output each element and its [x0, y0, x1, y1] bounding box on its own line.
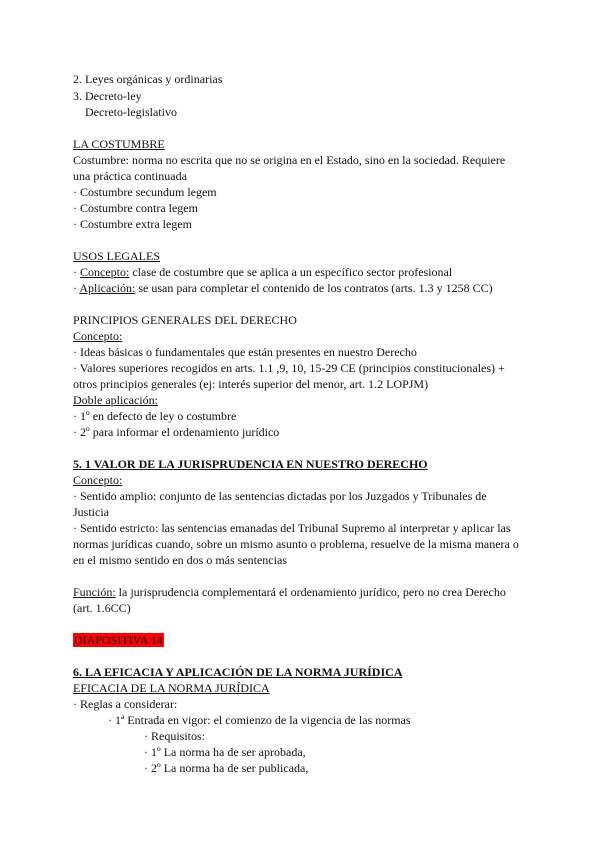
text-concepto: clase de costumbre que se aplica a un específico sector profesional — [129, 265, 453, 279]
funcion-line-2: (art. 1.6CC) — [73, 601, 131, 615]
sentido-amplio-2: Justicia — [73, 505, 109, 519]
slide-marker — [73, 632, 164, 648]
list-item-decreto-legislativo: Decreto-legislativo — [85, 105, 177, 119]
list-item-secundum: · Costumbre secundum legem — [73, 185, 217, 199]
subheading-eficacia: EFICACIA DE LA NORMA JURÍDICA — [73, 681, 270, 695]
subheading-concepto: Concepto: — [73, 329, 123, 343]
paragraph-costumbre-2: una práctica continuada — [73, 169, 187, 183]
heading-eficacia-aplicacion: 6. LA EFICACIA Y APLICACIÓN DE LA NORMA JURÍDICA — [73, 665, 403, 679]
heading-usos-legales: USOS LEGALES — [73, 249, 161, 263]
text-aplicacion: se usan para completar el contenido de los contratos (arts. 1.3 y 1258 CC) — [135, 281, 493, 295]
sentido-estricto-2: normas jurídicas cuando, sobre un mismo asunto o problema, resuelve de la misma manera o — [73, 537, 519, 551]
text-funcion: la jurisprudencia complementará el ordenamiento jurídico, pero no crea Derecho — [115, 585, 506, 599]
usos-concepto — [73, 264, 452, 280]
list-item-valores-2: otros principios generales (ej: interés superior del menor, art. 1.2 LOPJM) — [73, 377, 429, 391]
sentido-estricto-1: · Sentido estricto: las sentencias emanadas del Tribunal Supremo al interpretar y aplicar las — [73, 521, 511, 535]
list-item-extra: · Costumbre extra legem — [73, 217, 192, 231]
sentido-amplio-1: · Sentido amplio: conjunto de las sentencias dictadas por los Juzgados y Tribunales de — [73, 489, 487, 503]
list-item-publicada: · 2º La norma ha de ser publicada, — [144, 761, 309, 775]
heading-jurisprudencia: 5. 1 VALOR DE LA JURISPRUDENCIA EN NUESTRO DERECHO — [73, 457, 428, 471]
list-item-reglas: · Reglas a considerar: — [73, 697, 178, 711]
subheading-concepto-jurisprudencia: Concepto: — [73, 473, 123, 487]
label-funcion: Función: — [73, 585, 116, 599]
list-item-ideas: · Ideas básicas o fundamentales que están presentes en nuestro Derecho — [73, 345, 417, 359]
list-item-aprobada: · 1º La norma ha de ser aprobada, — [144, 745, 306, 759]
paragraph-costumbre-1: Costumbre: norma no escrita que no se origina en el Estado, sino en la sociedad. Requiere — [73, 153, 506, 167]
subheading-doble-aplicacion: Doble aplicación: — [73, 393, 158, 407]
funcion-line-1 — [73, 584, 506, 600]
slide-marker-label: DIAPOSITIVA 14 — [74, 633, 163, 647]
sentido-estricto-3: en el mismo sentido en dos o más sentencias — [73, 553, 287, 567]
list-item-decreto-ley: 3. Decreto-ley — [73, 89, 142, 103]
bullet: · — [73, 265, 80, 279]
usos-aplicacion — [73, 280, 493, 296]
bullet: · — [73, 281, 80, 295]
list-item-segundo: · 2º para informar el ordenamiento jurídico — [73, 425, 280, 439]
list-item-primero: · 1º en defecto de ley o costumbre — [73, 409, 237, 423]
list-item-contra: · Costumbre contra legem — [73, 201, 198, 215]
label-concepto: Concepto: — [80, 265, 130, 279]
label-aplicacion: Aplicación: — [79, 281, 136, 295]
list-item-valores-1: · Valores superiores recogidos en arts. 1.1 ,9, 10, 15-29 CE (principios constitucionales) + — [73, 361, 505, 375]
list-item-requisitos: · Requisitos: — [144, 729, 206, 743]
list-item-entrada-vigor: · 1ª Entrada en vigor: el comienzo de la vigencia de las normas — [108, 713, 411, 727]
heading-principios: PRINCIPIOS GENERALES DEL DERECHO — [73, 313, 297, 327]
heading-costumbre: LA COSTUMBRE — [73, 137, 165, 151]
list-item-leyes: 2. Leyes orgánicas y ordinarias — [73, 72, 223, 86]
